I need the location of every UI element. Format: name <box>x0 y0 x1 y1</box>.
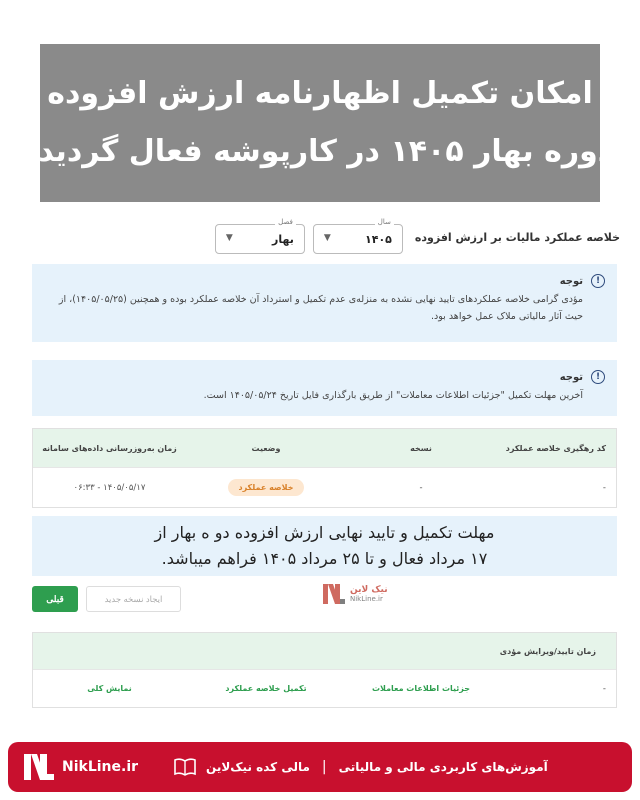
book-icon <box>174 758 196 776</box>
chevron-down-icon: ▼ <box>225 233 233 243</box>
year-select[interactable] <box>313 218 403 254</box>
notice-alert-1 <box>32 264 617 342</box>
season-select-label: فصل <box>275 218 296 226</box>
confirm-table <box>32 632 617 708</box>
season-select-value: بهار <box>272 233 294 246</box>
info-icon: ! <box>591 370 605 384</box>
col-updated: زمان به‌روزرسانی داده‌های سامانه <box>42 443 177 453</box>
banner-line-1: امکان تکمیل اظهارنامه ارزش افزوده <box>47 76 593 111</box>
footer-tagline: آموزش‌های کاربردی مالی و مالیاتی <box>338 760 548 774</box>
info-icon: ! <box>591 274 605 288</box>
cell-code: - <box>602 482 606 493</box>
footer-separator: | <box>321 759 327 775</box>
overlay-line-2: ۱۷ مرداد فعال و تا ۲۵ مرداد ۱۴۰۵ فراهم میباشد. <box>161 549 488 568</box>
nikline-logo-icon <box>22 750 56 784</box>
transaction-details-link[interactable]: جزئیات اطلاعات معاملات <box>371 684 471 693</box>
table-row <box>33 467 616 507</box>
new-version-button[interactable]: ایجاد نسخه جدید <box>86 586 181 612</box>
cell-updated: ۱۴۰۵/۰۵/۱۷ - ۰۶:۳۳ <box>73 482 146 493</box>
chevron-down-icon: ▼ <box>323 233 331 243</box>
alert-body: آخرین مهلت تکمیل "جزئیات اطلاعات معاملات" از طریق بارگذاری فایل تاریخ ۱۴۰۵/۰۵/۲۴ است. <box>203 390 583 401</box>
complete-summary-link[interactable]: تکمیل خلاصه عملکرد <box>225 684 307 693</box>
footer-bar <box>8 742 632 792</box>
cell-status <box>186 479 346 496</box>
col-tracking-code: کد رهگیری خلاصه عملکرد <box>505 443 606 453</box>
summary-table <box>32 428 617 508</box>
col-confirm-time: زمان تایید/ویرایش مؤدی <box>499 646 596 656</box>
alert-body: مؤدی گرامی خلاصه عملکردهای تایید نهایی نشده به منزله‌ی عدم تکمیل و استرداد آن خلاصه عملکرد بوده و همچنین (۱۴۰۵/۰۵/۲۵)، از حیث آثار مالیاتی ملاک عمل خواهد بود. <box>58 294 583 322</box>
overview-link[interactable]: نمایش کلی <box>87 684 132 693</box>
deadline-overlay <box>32 516 617 576</box>
overlay-line-1: مهلت تکمیل و تایید نهایی ارزش افزوده دو ه بهار از <box>154 523 495 542</box>
banner-line-2: دوره بهار ۱۴۰۵ در کارپوشه فعال گردید. <box>26 134 614 169</box>
table-row <box>33 669 616 707</box>
col-version: نسخه <box>410 443 432 453</box>
col-status: وضعیت <box>251 443 281 453</box>
status-badge: خلاصه عملکرد <box>228 479 303 496</box>
watermark-fa: نیک لاین <box>350 585 388 595</box>
header-row <box>30 214 620 254</box>
footer-brand: مالی کده نیک‌لاین <box>206 760 310 774</box>
year-select-label: سال <box>375 218 394 226</box>
notice-alert-2 <box>32 360 617 416</box>
watermark <box>322 582 388 606</box>
alert-title: توجه <box>559 275 583 287</box>
page-title: خلاصه عملکرد مالیات بر ارزش افزوده <box>414 231 620 244</box>
cell-first: - <box>602 683 606 694</box>
table-header <box>33 429 616 467</box>
footer-site: NikLine.ir <box>62 759 139 775</box>
prev-button[interactable]: قبلی <box>32 586 78 612</box>
table-header <box>33 633 616 669</box>
alert-title: توجه <box>559 371 583 383</box>
season-select[interactable] <box>215 218 305 254</box>
watermark-en: NikLine.ir <box>350 595 383 603</box>
nikline-logo-icon <box>322 582 346 606</box>
action-buttons <box>32 586 181 614</box>
year-select-value: ۱۴۰۵ <box>365 233 392 246</box>
cell-version: - <box>419 482 423 493</box>
announcement-banner <box>26 44 614 202</box>
